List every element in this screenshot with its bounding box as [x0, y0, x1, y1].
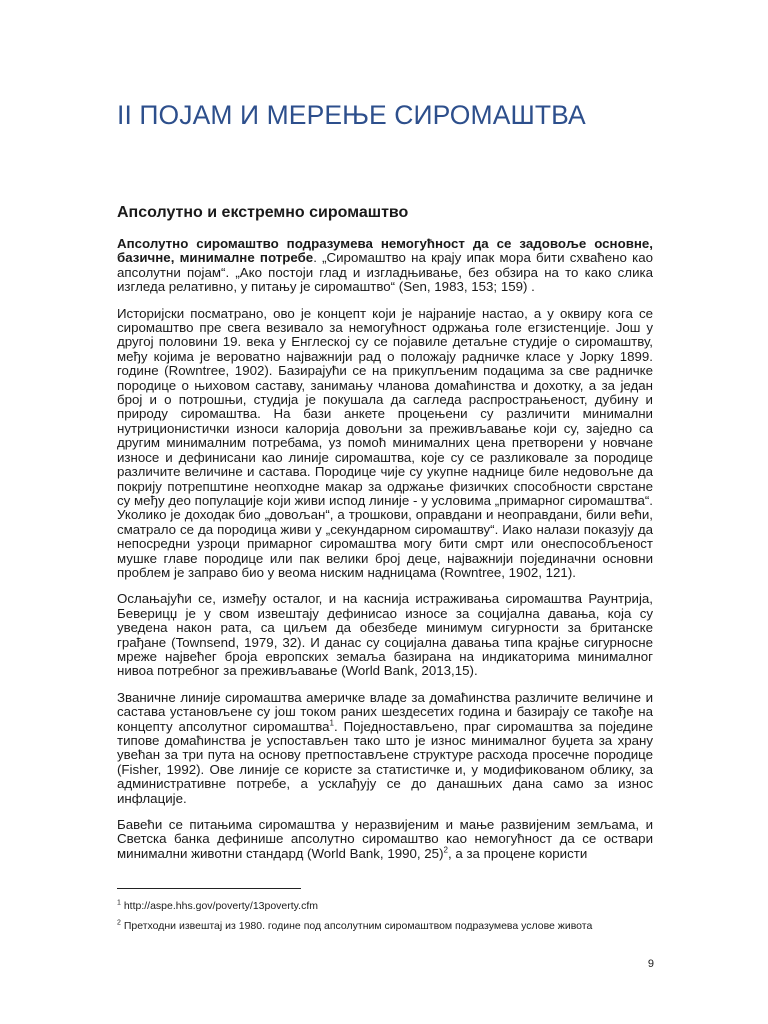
chapter-title: II ПОЈАМ И МЕРЕЊЕ СИРОМАШТВА	[117, 100, 586, 130]
paragraph-3: Ослањајући се, између осталог, и на каснија истраживања сиромаштва Раунтрија, Беверицџ је у свом извештају дефинисао износе за социјална давања, која су уведена након рата, са циљем да обезбеде минимум сигурности за британске грађане (Townsend, 1979, 32). И данас су социјална давања типа крајње сигурносне мреже највећег броја европских земаља базирана на индикаторима минималног нивоа потребног за преживљавање (World Bank, 2013,15).	[117, 591, 653, 679]
page-number: 9	[647, 958, 654, 970]
footnote-separator	[117, 888, 301, 889]
paragraph-5-text-a: Бавећи се питањима сиромаштва у неразвијеним и мање развијеним земљама, и Светска банка дефинише апсолутно сиромаштво као немогућност да се оствари минимални животни стандард (World Bank, 1990, 25)	[117, 817, 653, 861]
paragraph-1	[117, 237, 653, 295]
footnote-2	[117, 920, 653, 933]
section-heading: Апсолутно и екстремно сиромаштво	[117, 204, 409, 221]
footnote-ref-1[interactable]: 1	[329, 718, 334, 728]
paragraph-2: Историјски посматрано, ово је концепт који је најраније настао, а у оквиру кога се сиромаштво пре свега везивало за немогућност одржања голе егзистенције. Још у другој половини 19. века у Енглеској су се појавиле детаљне студије о сиромаштву, међу којима је вероватно најважнији рад о положају радничке класе у Јорку 1899. године (Rowntree, 1902). Базирајући се на прикупљеним подацима за све радничке породице о њиховом саставу, занимању чланова домаћинства и дохотку, а за један број и о потрошњи, студија је покушала да сагледа распрострањеност, дубину и природу сиромаштва. На бази анкете процењени су различити минимални нутриционистички износи калорија довољни за преживљавање који су, заједно са другим минималним потребама, уз помоћ минималних цена претворени у новчане износе и дефинисани као линије сиромаштва, које су се разликовале за породице различите величине и састава. Породице чије су укупне наднице биле недовољне да покрију потрепштине неопходне макар за одржање физичких способности сврстане су међу део популације који живи испод линије - у условима „примарног сиромаштва“. Уколико је доходак био „довољан“, а трошкови, оправдани и неоправдани, били већи, сматрало се да породица живи у „секундарном сиромаштву“. Иако налази показују да непосредни узроци примарног сиромаштва могу бити смрт или онеспособљеност мушке главе породице или пак велики број деце, најважнији појединачни основни проблем је заправо био у веома ниским надницама (Rowntree, 1902, 121).	[117, 305, 653, 580]
paragraph-4-text-a: Званичне линије сиромаштва америчке владе за домаћинства различите величине и састава установљене су још током раних шездесетих година и базирају се такође на концепту апсолутног сиромаштва	[117, 689, 653, 734]
footnote-1	[117, 900, 653, 913]
footnotes	[117, 900, 653, 940]
paragraph-5	[117, 818, 653, 861]
footnote-2-mark: 2	[117, 919, 121, 927]
paragraph-1-lead: Апсолутно сиромаштво подразумева немогућност да се задовоље основне, базичне, минималне потребе	[117, 236, 653, 266]
footnote-2-text: Претходни извештај из 1980. године под апсолутним сиромаштвом подразумева услове живота	[123, 920, 593, 932]
body-text	[117, 237, 653, 873]
footnote-1-mark: 1	[117, 899, 121, 907]
paragraph-1-rest: . „Сиромаштво на крају ипак мора бити схваћено као апсолутни појам“. „Ако постоји глад и изгладњивање, без обзира на то како слика изгледа релативно, у питању је сиромаштво“ (Sen, 1983, 153; 159) .	[117, 250, 654, 295]
paragraph-4	[117, 691, 653, 806]
paragraph-4-text-b: . Поједностављено, праг сиромаштва за поједине типове домаћинства је успостављен тако што је износ минималног буџета за храну увећан за три пута на основу претпостављене структуре расхода просечне породице (Fisher, 1992). Ове линије се користе за статистичке и, у модификованом облику, за административне потребе, а усклађују се до данашњих дана само за износ инфлације.	[117, 718, 653, 806]
paragraph-5-text-b: , а за процене користи	[447, 845, 588, 861]
footnote-1-link[interactable]: http://aspe.hhs.gov/poverty/13poverty.cfm	[123, 900, 318, 912]
footnote-ref-2[interactable]: 2	[443, 845, 448, 855]
